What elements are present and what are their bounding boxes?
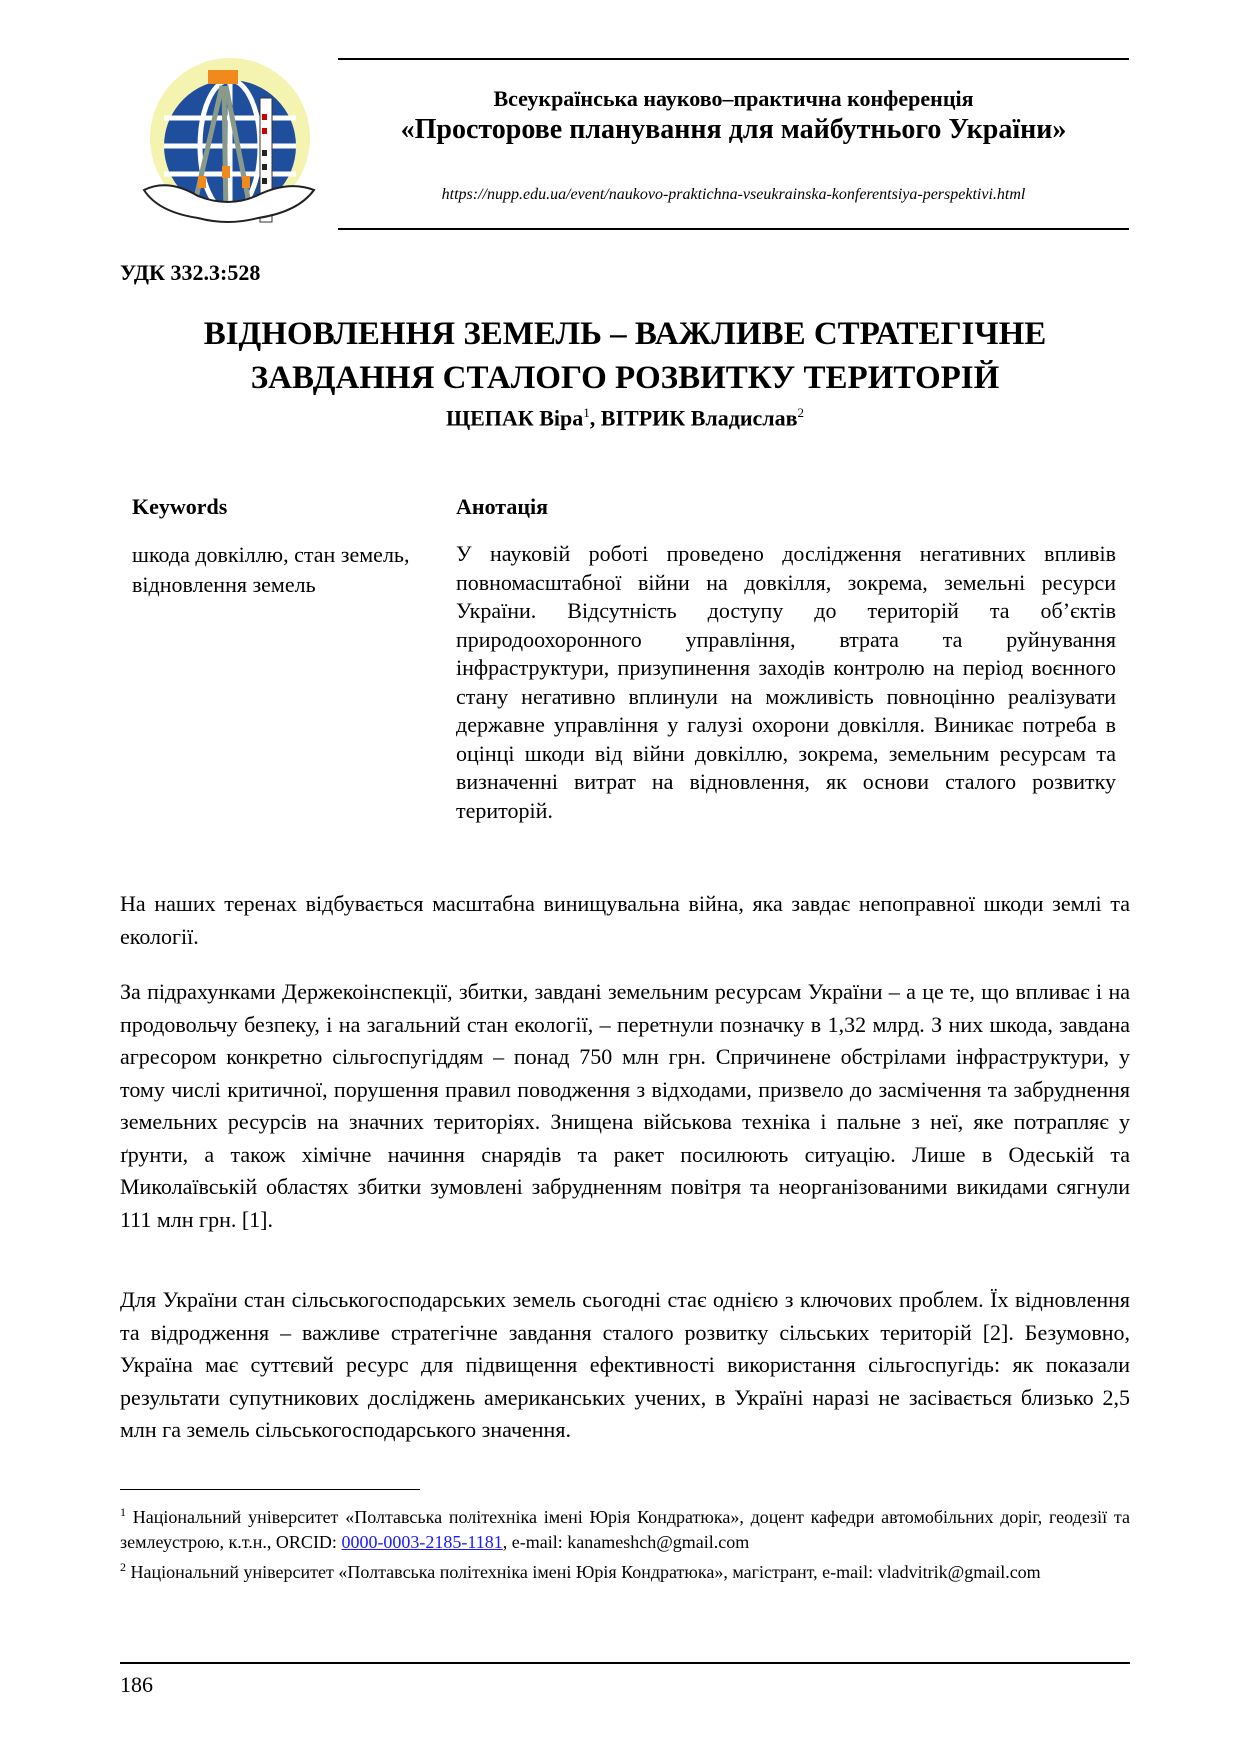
footnote-2-text: Національний університет «Полтавська політехніка імені Юрія Кондратюка», магістрант, e-mail: vladvitrik@gmail.com xyxy=(126,1562,1041,1582)
globe-tripod-hands-logo-icon xyxy=(138,58,318,230)
footnote-1-email: , e-mail: kanameshch@gmail.com xyxy=(502,1532,750,1552)
footnote-1-mark: 1 xyxy=(120,1505,126,1519)
page-number: 186 xyxy=(120,1672,153,1697)
footnote-2-mark: 2 xyxy=(120,1560,126,1574)
author-2-footnote-mark: 2 xyxy=(797,405,805,420)
annotation-text: У науковій роботі проведено дослідження негативних впливів повномасштабної війни на довкілля, зокрема, земельні ресурси України. Відсутність доступу до територій та об’єктів природоохоронного управління, втрата та руйнування інфраструктури, призупинення заходів контролю на період воєнного стану негативно вплинули на можливість повноцінно реалізувати державне управління у галузі охорони довкілля. Виникає потреба в оцінці шкоди від війни довкіллю, зокрема, земельним ресурсам та визначенні витрат на відновлення, як основи сталого розвитку територій. xyxy=(456,541,1116,823)
footnote-1-text: Національний університет «Полтавська політехніка імені Юрія Кондратюка», доцент кафедри автомобільних доріг, геодезії та землеустрою, к.т.н., ORCID: xyxy=(120,1507,1130,1552)
body-paragraph-2: За підрахунками Держекоінспекції, збитки, завдані земельним ресурсам України – а це те, що впливає і на продовольчу безпеку, і на загальний стан екології, – перетнули позначку в 1,32 млрд. З них шкода, завдана агресором конкретно сільгоспугіддям – понад 750 млн грн. Спричинене обстрілами інфраструктури, у тому числі критичної, порушення правил поводження з відходами, призвело до засмічення та забруднення земельних ресурсів на значних територіях. Знищена військова техніка і пальне з неї, яке потрапляє у ґрунти, а також хімічне начиння снарядів та ракет посилюють ситуацію. Лише в Одеській та Миколаївській областях збитки зумовлені забрудненням повітря та неорганізованими викидами сягнули 111 млн грн. [1]. xyxy=(120,979,1130,1232)
author-1-footnote-mark: 1 xyxy=(583,405,590,420)
body-paragraph-3: Для України стан сільськогосподарських земель сьогодні стає однією з ключових проблем. Їх відновлення та відродження – важливе стратегічне завдання сталого розвитку сільських територій [2]. Безумовно, Україна має суттєвий ресурс для підвищення ефективності використання сільгоспугідь: як показали результати супутникових досліджень американських учених, в Україні наразі не засівається близько 2,5 млн га земель сільськогосподарського значення. xyxy=(120,1287,1130,1442)
conference-url[interactable]: https://nupp.edu.ua/event/naukovo-praktichna-vseukrainska-konferentsiya-perspektivi.html xyxy=(441,186,1026,203)
keywords-heading: Keywords xyxy=(132,494,228,519)
footnote-2 xyxy=(120,1555,1130,1585)
conference-name: Всеукраїнська науково–практична конференція xyxy=(493,86,974,111)
authors xyxy=(120,405,1130,431)
orcid-link[interactable]: 0000-0003-2185-1181 xyxy=(341,1532,503,1552)
annotation-heading: Анотація xyxy=(456,494,549,519)
body-paragraph-1: На наших теренах відбувається масштабна винищувальна війна, яка завдає непоправної шкоди землі та екології. xyxy=(120,891,1130,949)
conference-title: «Просторове планування для майбутнього України» xyxy=(400,114,1067,145)
paper-title xyxy=(120,312,1130,400)
udk-code: УДК 332.3:528 xyxy=(120,260,261,285)
footnote-separator xyxy=(120,1489,420,1490)
footnotes xyxy=(120,1500,1130,1585)
author-2: ВІТРИК Владислав xyxy=(600,405,798,431)
keywords-text: шкода довкіллю, стан земель, відновлення земель xyxy=(132,542,410,597)
author-separator: , xyxy=(589,405,601,431)
header-bottom-rule xyxy=(338,228,1129,230)
footnote-1 xyxy=(120,1500,1130,1555)
footer-rule xyxy=(120,1662,1130,1664)
title-line-1: ВІДНОВЛЕННЯ ЗЕМЕЛЬ – ВАЖЛИВЕ СТРАТЕГІЧНЕ xyxy=(203,316,1047,352)
header-top-rule xyxy=(338,58,1129,60)
title-line-2: ЗАВДАННЯ СТАЛОГО РОЗВИТКУ ТЕРИТОРІЙ xyxy=(250,360,1000,396)
author-1: ЩЕПАК Віра xyxy=(445,405,584,431)
conference-logo xyxy=(138,58,318,230)
